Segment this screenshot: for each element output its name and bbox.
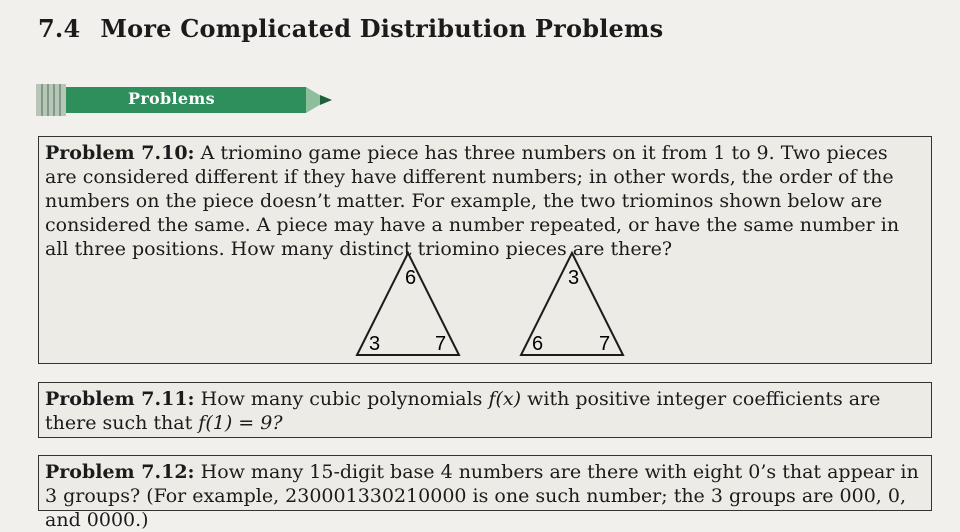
problem-7-10: [38, 136, 932, 364]
section-title: More Complicated Distribution Problems: [100, 14, 664, 43]
problem-text-before: How many cubic polynomials: [200, 388, 483, 410]
triomino-right: [521, 253, 623, 355]
polynomial-fx: f(x): [488, 388, 522, 410]
problem-label: Problem 7.11:: [45, 388, 195, 410]
polynomial-condition: f(1) = 9?: [198, 412, 283, 434]
triomino-left: [357, 253, 459, 355]
section-heading: [38, 14, 663, 43]
problem-label: Problem 7.10:: [45, 142, 195, 164]
problem-7-11: [38, 382, 932, 438]
triomino-figure: [39, 137, 933, 365]
triomino-right-left: 6: [532, 333, 544, 355]
triomino-right-right: 7: [599, 333, 611, 355]
problem-text: How many 15-digit base 4 numbers are there with eight 0’s that appear in 3 groups? (For example, 230001330210000 is one such number; the 3 groups are 000, 0, and 0000.): [45, 461, 919, 531]
section-number: 7.4: [38, 14, 81, 43]
problem-label: Problem 7.12:: [45, 461, 195, 483]
triomino-right-top: 3: [568, 267, 580, 289]
problem-text: A triomino game piece has three numbers on it from 1 to 9. Two pieces are considered different if they have different numbers; in other words, the order of the numbers on the piece doesn’t matter. For example, the two triominos shown below are considered the same. A piece may have a number repeated, or have the same number in all three positions. How many distinct triomino pieces are there?: [45, 142, 900, 260]
triomino-left-top: 6: [405, 267, 417, 289]
problems-banner-label: Problems: [128, 89, 215, 108]
problem-text-after: with positive integer coefficients are there such that: [45, 388, 881, 434]
triomino-left-left: 3: [369, 333, 381, 355]
triomino-left-right: 7: [435, 333, 447, 355]
problem-7-12: [38, 455, 932, 531]
